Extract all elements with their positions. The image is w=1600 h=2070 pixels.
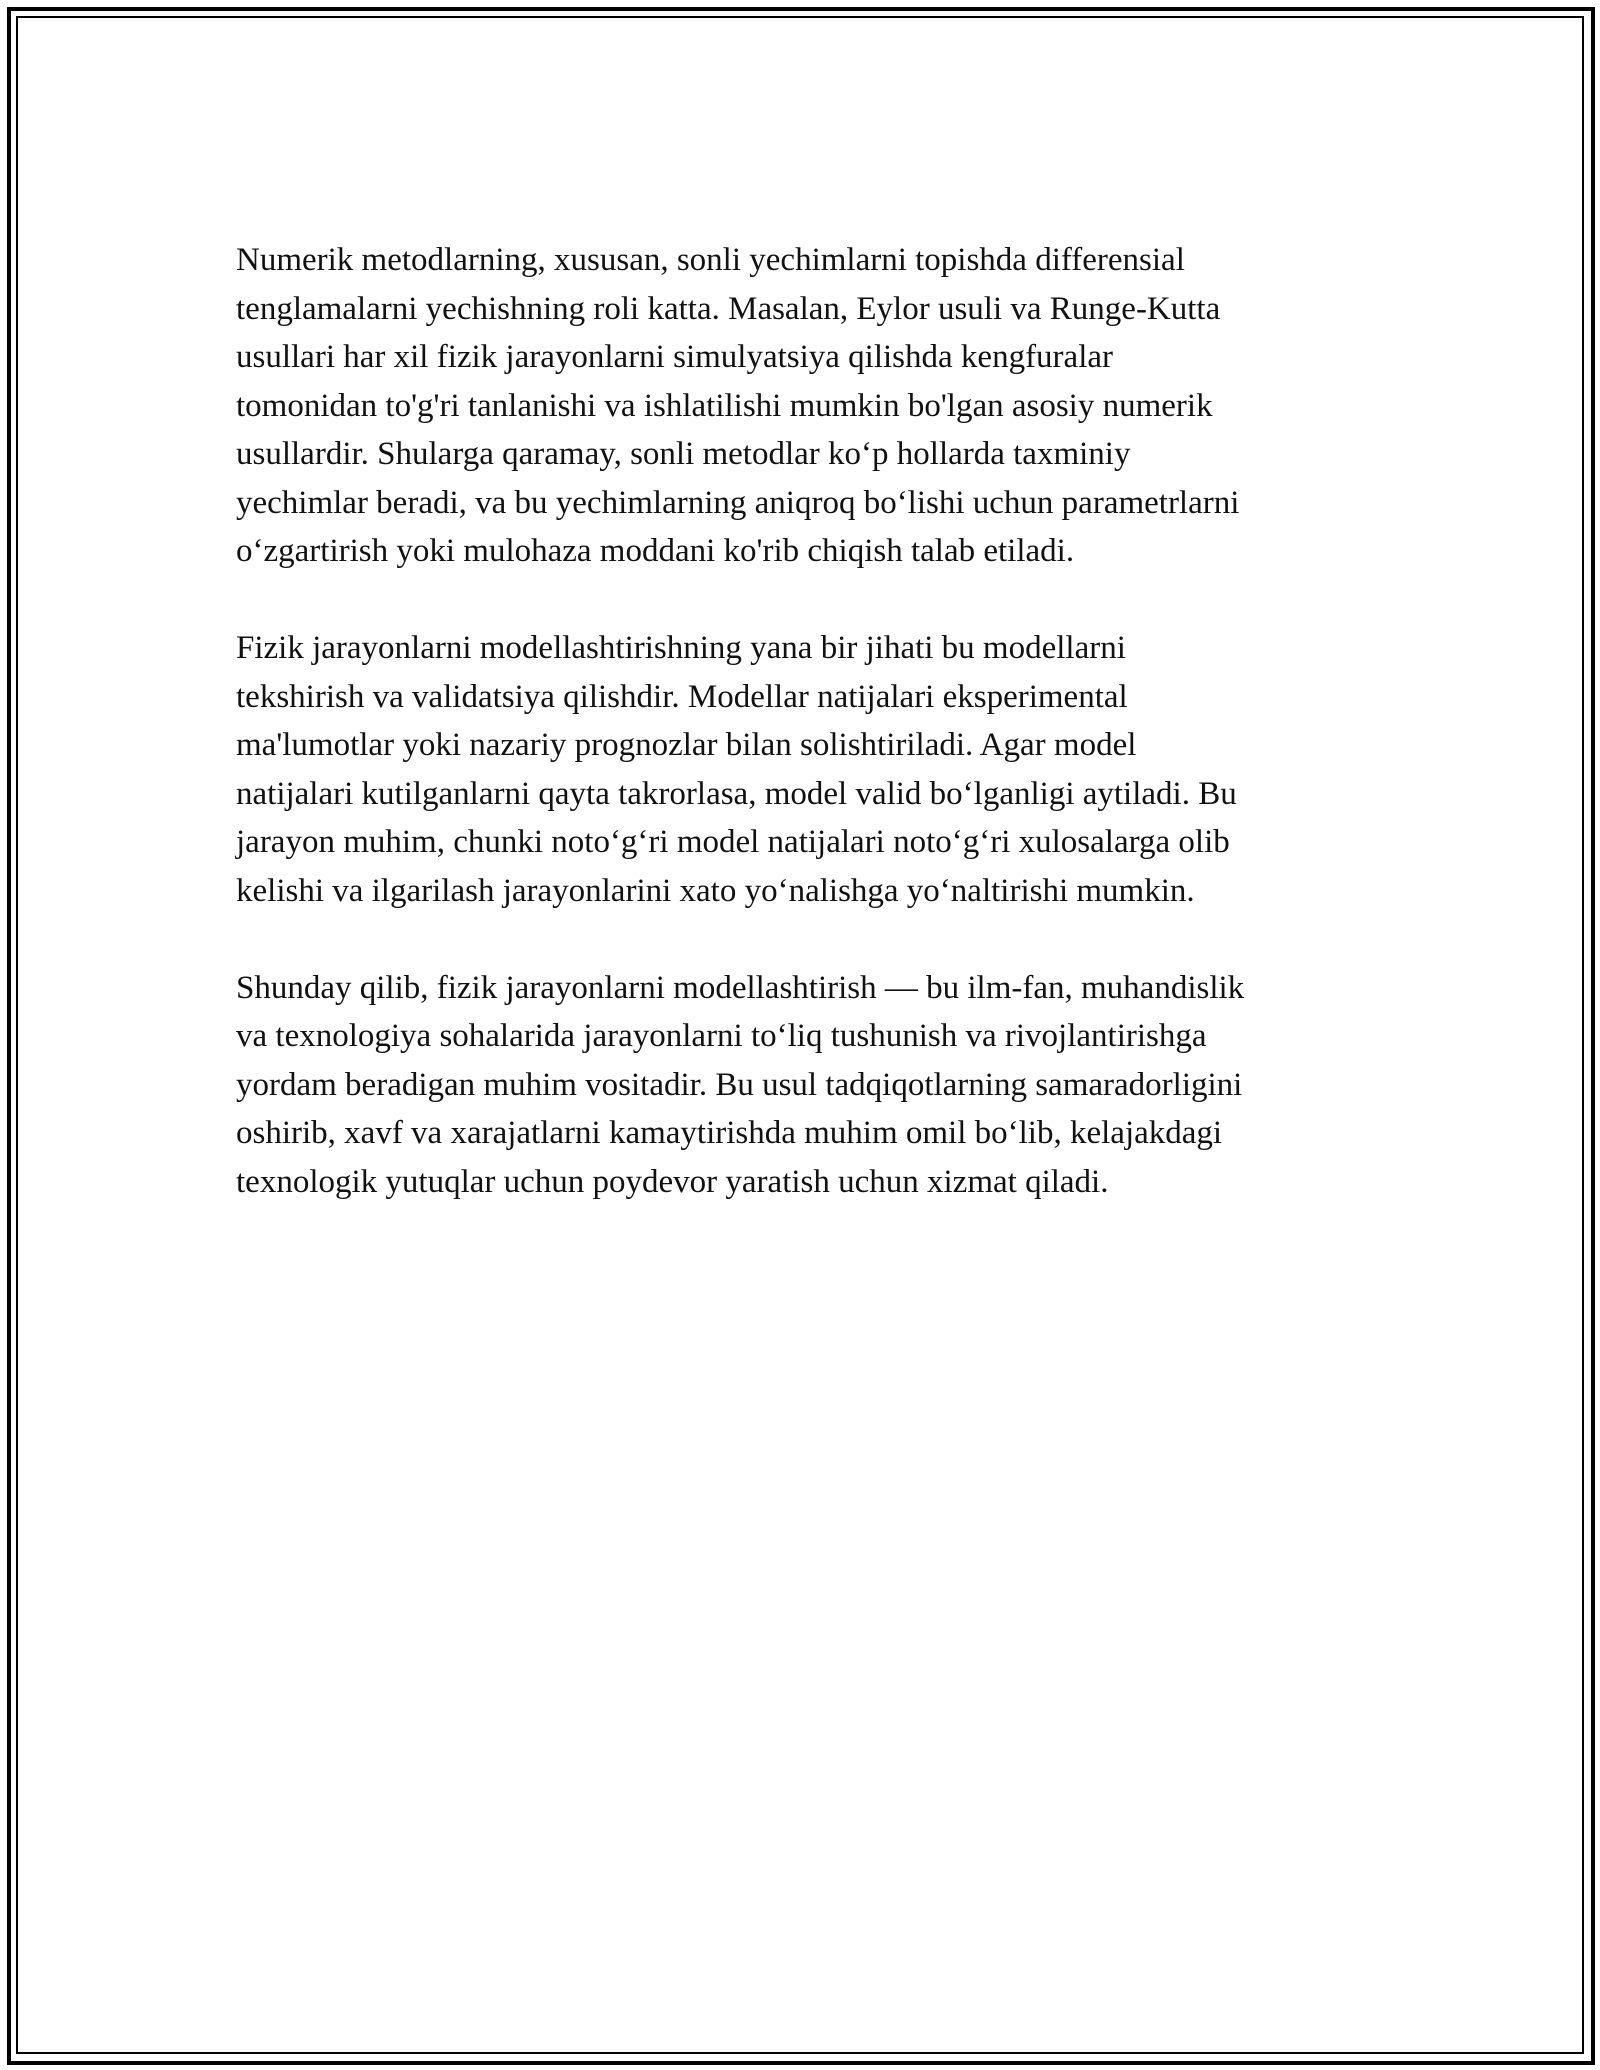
paragraph-2 — [236, 624, 1366, 915]
paragraph-line: kelishi va ilgarilash jarayonlarini xato yo‘nalishga yo‘naltirishi mumkin. — [236, 872, 1195, 909]
paragraph-line: Fizik jarayonlarni modellashtirishning yana bir jihati bu modellarni — [236, 630, 1126, 666]
paragraph-line: ma'lumotlar yoki nazariy prognozlar bilan solishtiriladi. Agar model — [236, 727, 1137, 763]
paragraph-line: yordam beradigan muhim vositadir. Bu usul tadqiqotlarning samaradorligini — [236, 1066, 1243, 1103]
paragraph-line: usullari har xil fizik jarayonlarni simulyatsiya qilishda kengfuralar — [236, 339, 1113, 375]
paragraph-line: o‘zgartirish yoki mulohaza moddani ko'rib chiqish talab etiladi. — [236, 533, 1075, 569]
paragraph-line: natijalari kutilganlarni qayta takrorlasa, model valid bo‘lganligi aytiladi. Bu — [236, 775, 1237, 812]
document-body — [236, 236, 1366, 1255]
paragraph-line: Shunday qilib, fizik jarayonlarni modellashtirish — bu ilm-fan, muhandislik — [236, 969, 1245, 1006]
paragraph-3 — [236, 964, 1366, 1207]
paragraph-line: tenglamalarni yechishning roli katta. Masalan, Eylor usuli va Runge-Kutta — [236, 290, 1221, 327]
paragraph-line: usullardir. Shularga qaramay, sonli metodlar ko‘p hollarda taxminiy — [236, 436, 1131, 472]
paragraph-1 — [236, 236, 1366, 576]
paragraph-line: Numerik metodlarning, xususan, sonli yechimlarni topishda differensial — [236, 242, 1185, 278]
paragraph-line: yechimlar beradi, va bu yechimlarning aniqroq bo‘lishi uchun parametrlarni — [236, 484, 1240, 521]
paragraph-line: texnologik yutuqlar uchun poydevor yaratish uchun xizmat qiladi. — [236, 1163, 1109, 1200]
paragraph-line: oshirib, xavf va xarajatlarni kamaytirishda muhim omil bo‘lib, kelajakdagi — [236, 1115, 1223, 1151]
paragraph-line: jarayon muhim, chunki noto‘g‘ri model natijalari noto‘g‘ri xulosalarga olib — [236, 824, 1230, 860]
paragraph-line: tekshirish va validatsiya qilishdir. Modellar natijalari eksperimental — [236, 678, 1128, 715]
paragraph-line: va texnologiya sohalarida jarayonlarni to‘liq tushunish va rivojlantirishga — [236, 1018, 1207, 1054]
paragraph-line: tomonidan to'g'ri tanlanishi va ishlatilishi mumkin bo'lgan asosiy numerik — [236, 387, 1213, 424]
